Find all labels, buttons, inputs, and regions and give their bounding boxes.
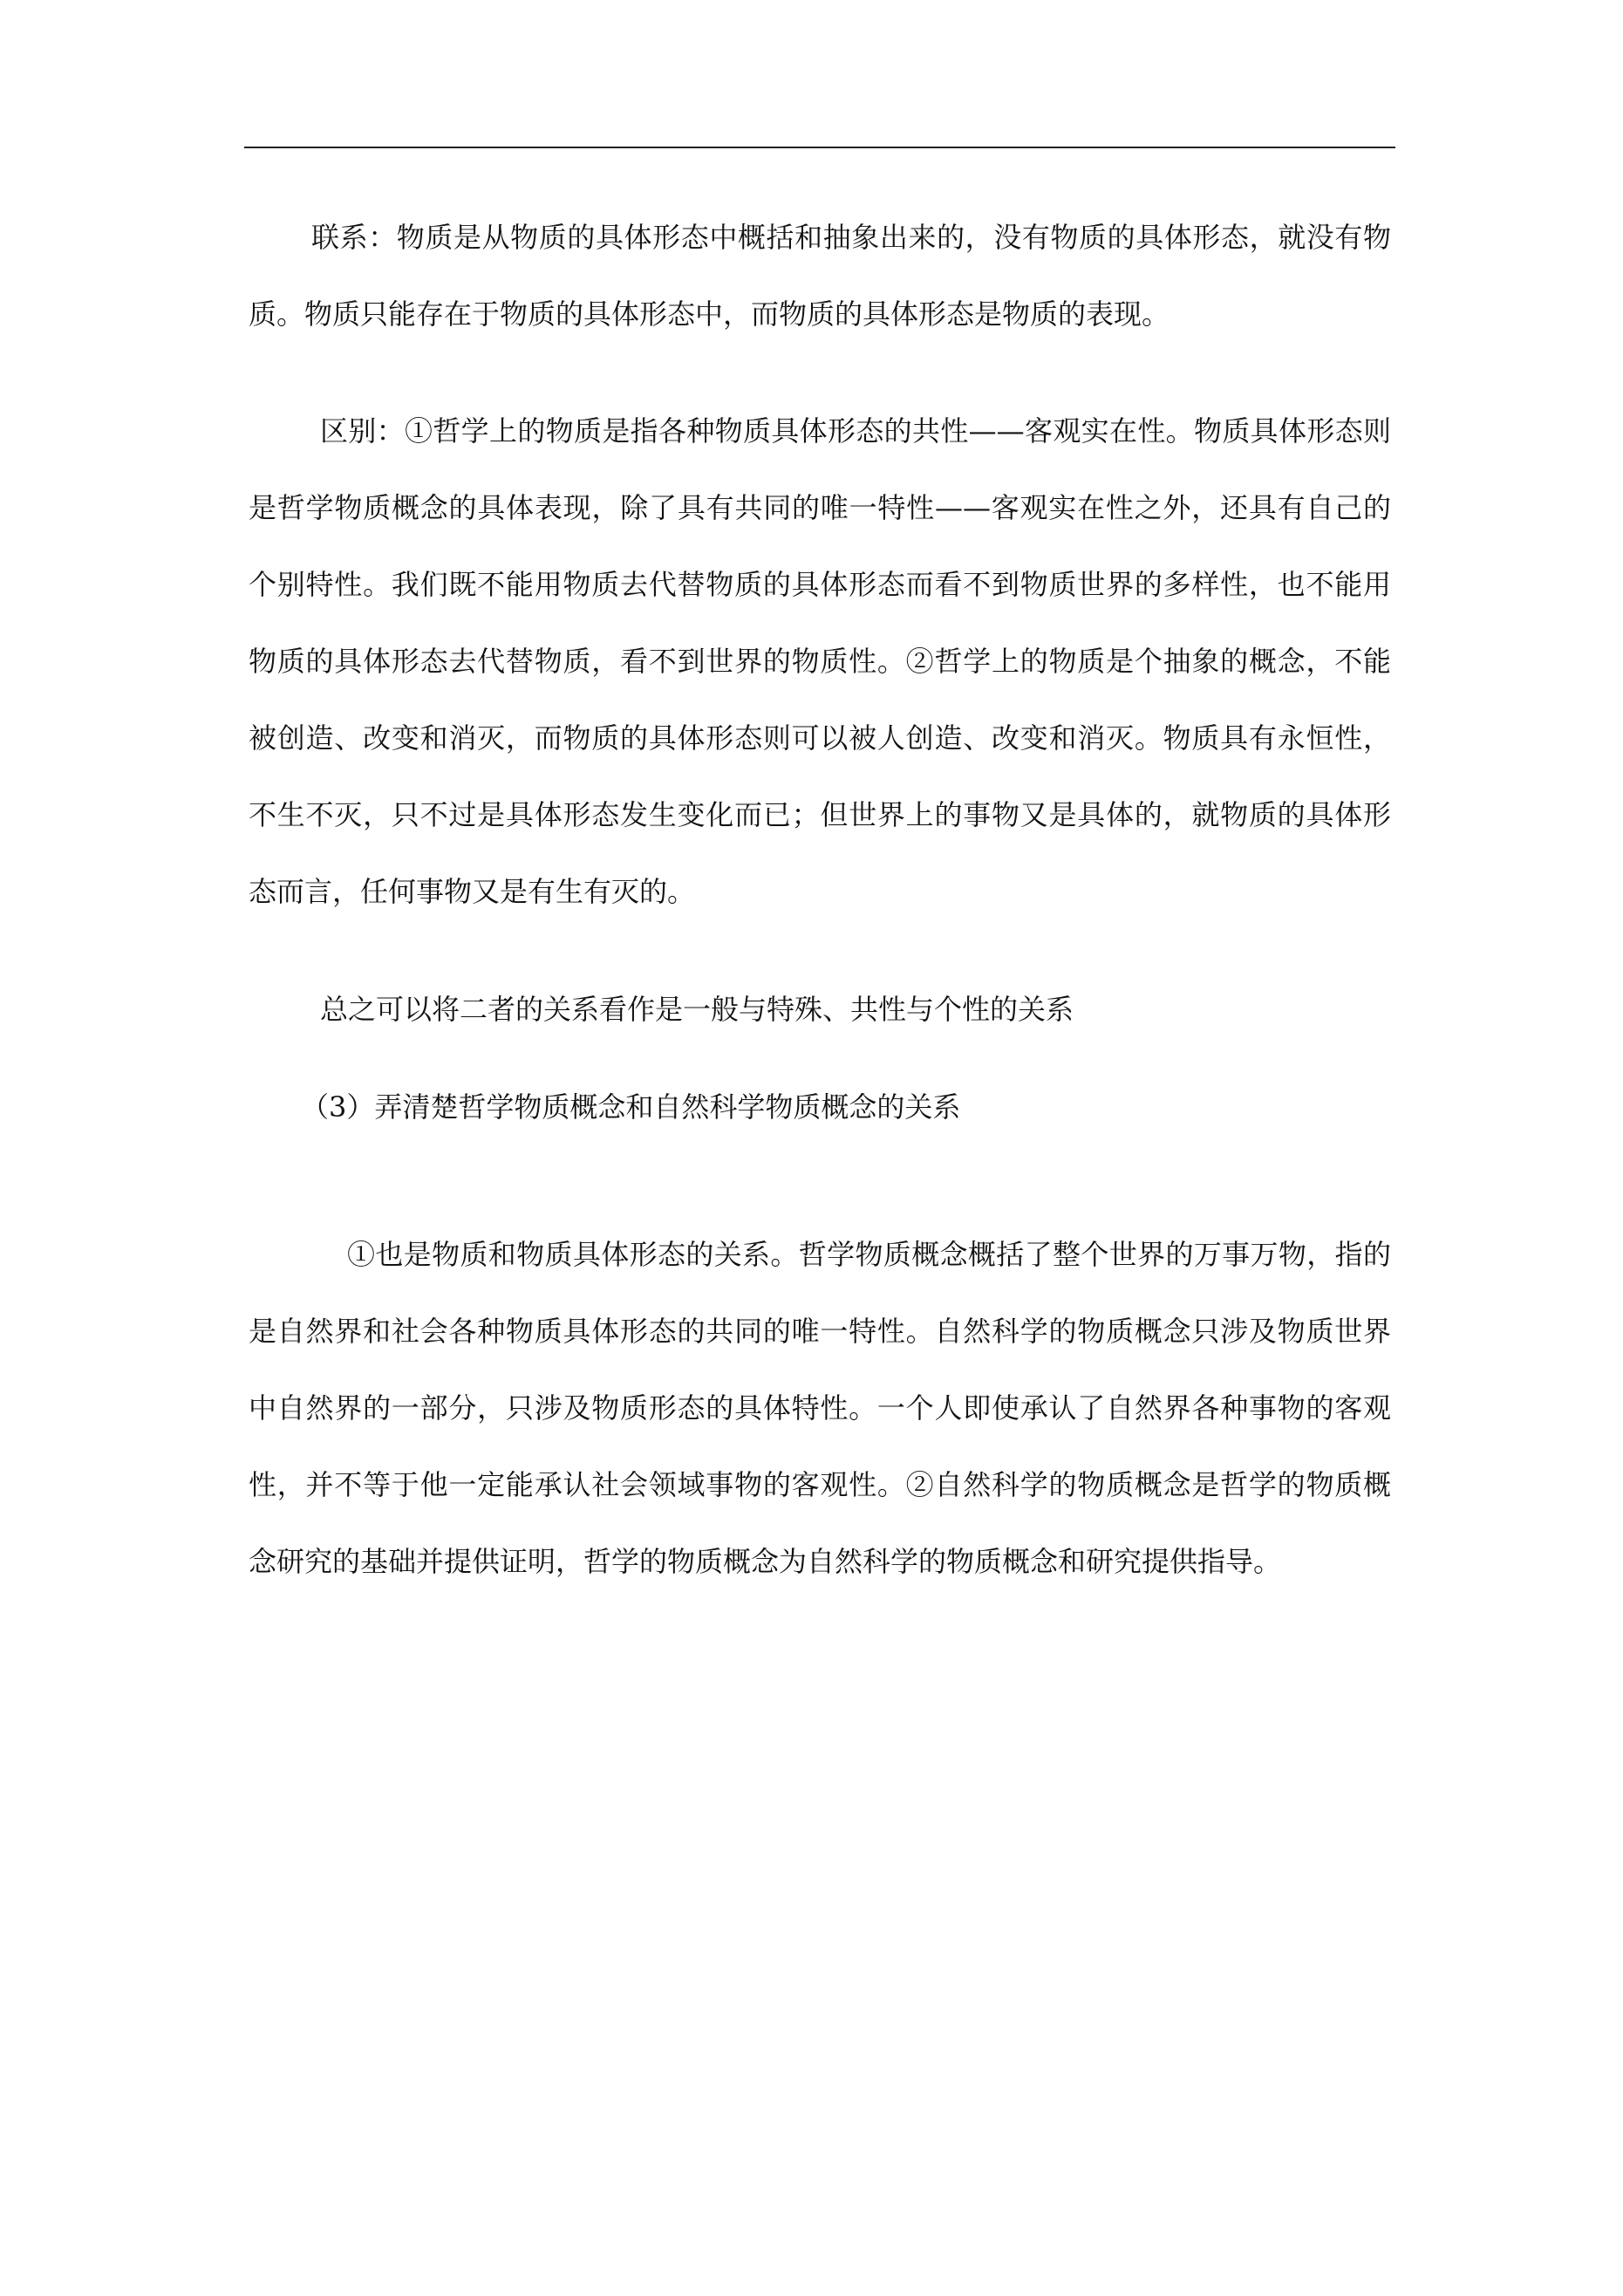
paragraph-difference: 区别：①哲学上的物质是指各种物质具体形态的共性——客观实在性。物质具体形态则是哲学物质概念的具体表现，除了具有共同的唯一特性——客观实在性之外，还具有自己的个别特性。我们既不能用物质去代替物质的具体形态而看不到物质世界的多样性，也不能用物质的具体形态去代替物质，看不到世界的物质性。②哲学上的物质是个抽象的概念，不能被创造、改变和消灭，而物质的具体形态则可以被人创造、改变和消灭。物质具有永恒性，不生不灭，只不过是具体形态发生变化而已；但世界上的事物又是具体的，就物质的具体形态而言，任何事物又是有生有灭的。 <box>249 414 1391 908</box>
paragraph-summary: 总之可以将二者的关系看作是一般与特殊、共性与个性的关系 <box>320 993 1074 1026</box>
section-heading: （3）弄清楚哲学物质概念和自然科学物质概念的关系 <box>301 1090 961 1124</box>
paragraph-connection: 联系：物质是从物质的具体形态中概括和抽象出来的，没有物质的具体形态，就没有物质。物质只能存在于物质的具体形态中，而物质的具体形态是物质的表现。 <box>249 221 1391 331</box>
paragraph-natural-science: ①也是物质和物质具体形态的关系。哲学物质概念概括了整个世界的万事万物，指的是自然界和社会各种物质具体形态的共同的唯一特性。自然科学的物质概念只涉及物质世界中自然界的一部分，只涉及物质形态的具体特性。一个人即使承认了自然界各种事物的客观性，并不等于他一定能承认社会领域事物的客观性。②自然科学的物质概念是哲学的物质概念研究的基础并提供证明，哲学的物质概念为自然科学的物质概念和研究提供指导。 <box>249 1238 1391 1578</box>
header-divider <box>244 147 1395 148</box>
